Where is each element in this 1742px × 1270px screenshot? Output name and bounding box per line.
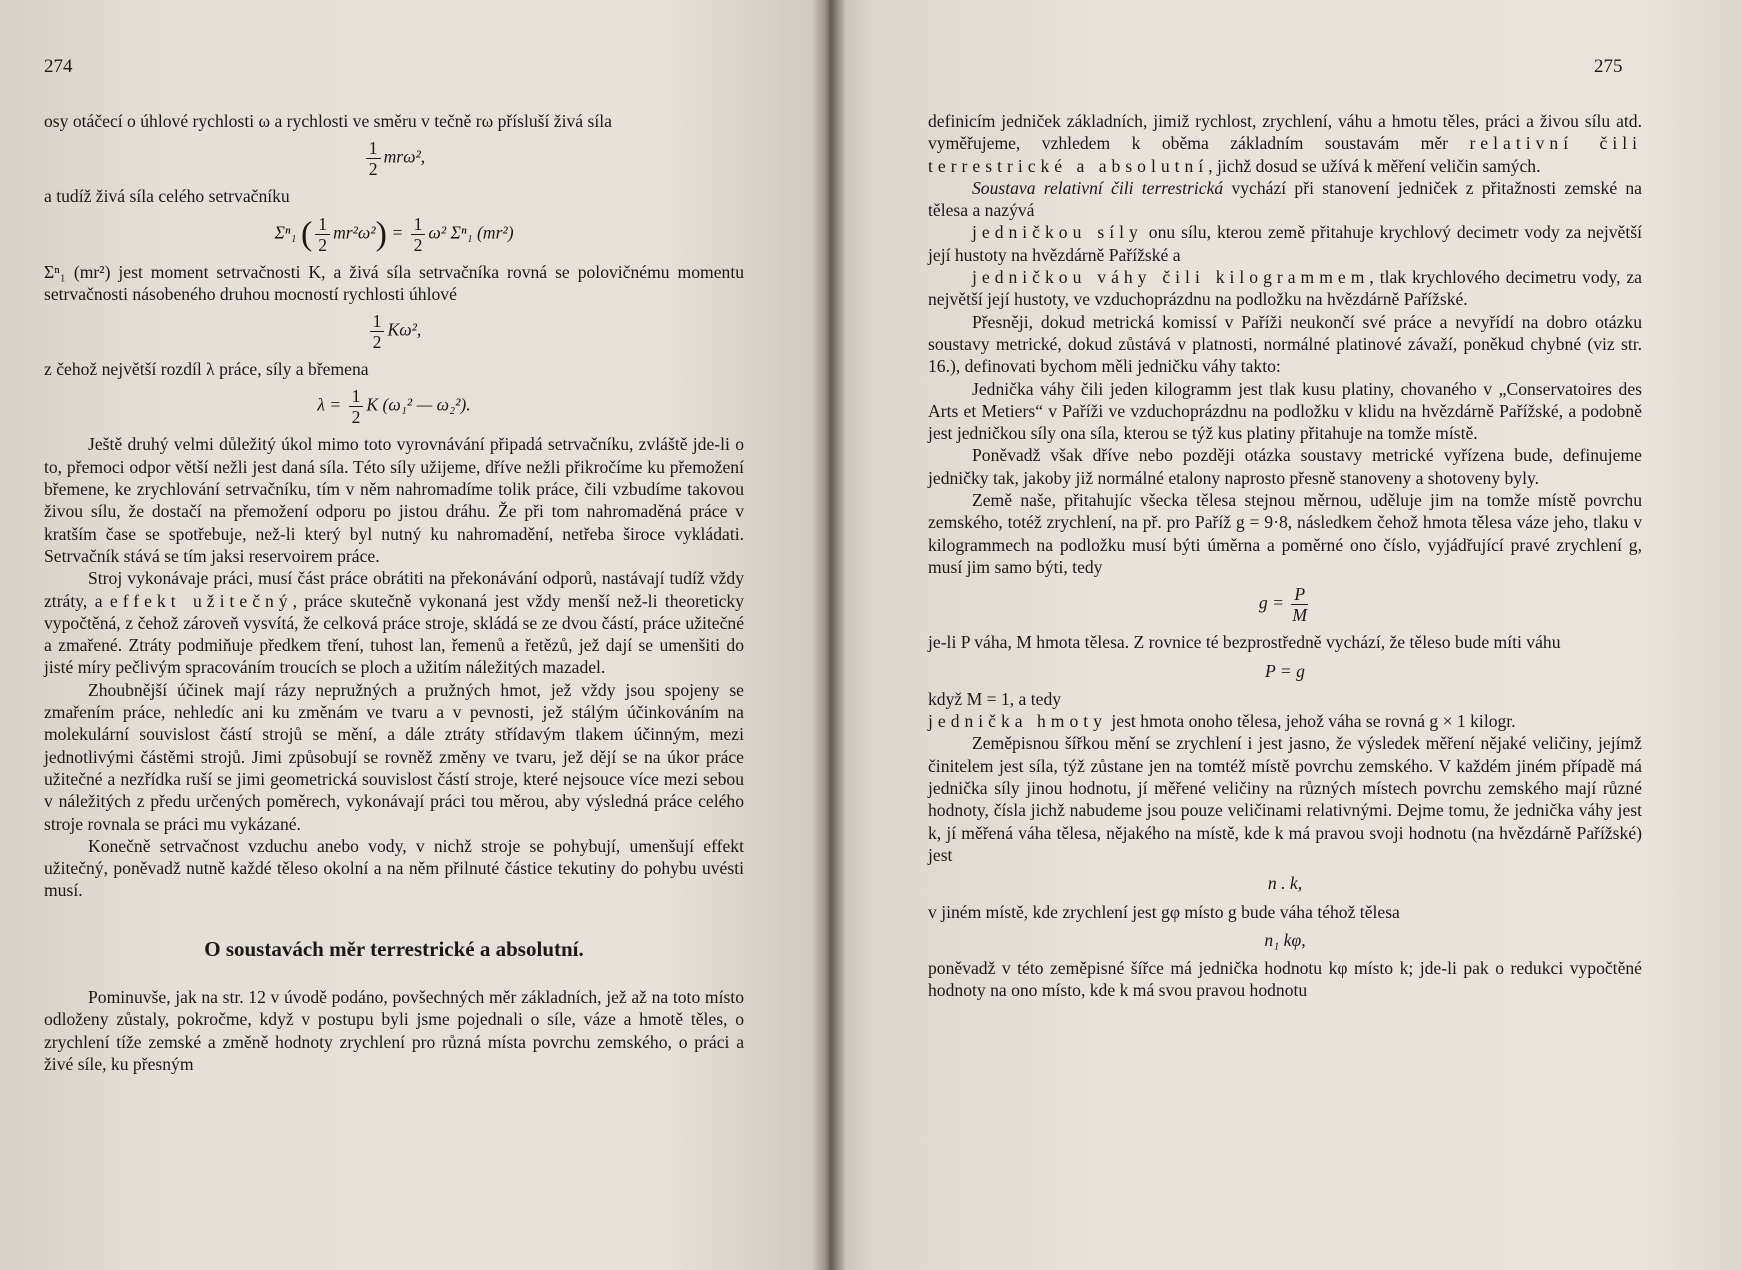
paragraph: z čehož největší rozdíl λ práce, síly a břemena bbox=[44, 359, 369, 380]
equation bbox=[44, 214, 744, 255]
paragraph: je-li P váha, M hmota tělesa. Z rovnice té bezprostředně vychází, že těleso bude míti váhu bbox=[928, 632, 1561, 653]
equation-term: λ = bbox=[317, 395, 346, 416]
equation-term: = bbox=[386, 222, 408, 243]
text-run: , jichž dosud se užívá k měření veličin samých. bbox=[1208, 155, 1541, 176]
emphasized-term: Soustava relativní čili terrestrická bbox=[972, 177, 1224, 198]
fraction bbox=[366, 138, 381, 179]
bracket: ) bbox=[375, 215, 387, 253]
page-number: 274 bbox=[44, 56, 73, 77]
emphasized-term: jednička hmoty bbox=[928, 711, 1107, 732]
right-page bbox=[826, 0, 1742, 1270]
fraction bbox=[349, 386, 364, 427]
paragraph: poněvadž v této zeměpisné šířce má jednička hodnotu kφ místo k; jde-li pak o redukci vypočtěné hodnoty na ono místo, kde k má svou pravou hodnotu bbox=[928, 958, 1642, 1001]
denominator: 2 bbox=[372, 332, 382, 353]
text-run: vychází při stanovení jedniček z přitažnosti zemské na tělesa a nazývá bbox=[928, 177, 1642, 221]
paragraph: Zeměpisnou šířkou mění se zrychlení i jest jasno, že výsledek měření nějaké veličiny, jejímž činitelem jest síla, týž zůstane jen na tomtéž místě povrchu zemského. V každém jiném případě má jednička síly jinou hodnotu, jí měřené veličiny na různých místech povrchu zemského mají různé hodnoty, čísla jichž nabudeme jsou pouze veličinami relativnými. Dejme tomu, že jednička váhy jest k, jí měřená váha tělesa, nějakého na místě, kde k má pravou svoji hodnotu (na hvězdárně Pařížské) jest bbox=[928, 733, 1642, 865]
numerator: 1 bbox=[370, 311, 385, 332]
paragraph: osy otáčecí o úhlové rychlosti ω a rychlosti ve směru v tečně rω přísluší živá síla bbox=[44, 111, 612, 131]
bracket: ( bbox=[300, 215, 313, 253]
paragraph bbox=[928, 266, 1642, 311]
fraction bbox=[411, 214, 426, 255]
text-run: jest hmota onoho tělesa, jehož váha se rovná g × 1 kilogr. bbox=[1106, 711, 1516, 732]
paragraph: a tudíž živá síla celého setrvačníku bbox=[44, 186, 290, 207]
section-heading: O soustavách měr terrestrické a absolutní. bbox=[204, 936, 584, 961]
paragraph: Přesněji, dokud metrická komissí v Paříži neukončí své práce a nevyřídí na dobro otázku soustavy metrické, dokud zůstává v platnosti, normálné platinové závaží, poněkud chybné (viz str. 16.), definovati bychom měli jedničku váhy takto: bbox=[928, 311, 1642, 377]
fraction bbox=[1291, 584, 1308, 625]
equation: n₁ kφ, bbox=[1264, 929, 1306, 950]
numerator: 1 bbox=[411, 214, 426, 235]
equation bbox=[928, 584, 1642, 625]
equation: n . k, bbox=[1267, 873, 1303, 894]
equation: P = g bbox=[1265, 660, 1305, 681]
paragraph bbox=[928, 710, 1642, 732]
text-run: Stroj vykonávaje práci, musí část práce obrátiti na překonávání odporů, nastávají tudíž vždy ztráty, a bbox=[44, 568, 744, 611]
emphasized-term: jedničkou váhy čili kilogrammem bbox=[972, 267, 1370, 288]
paragraph: Ještě druhý velmi důležitý úkol mimo toto vyrovnávání připadá setrvačníku, zvláště jde-li o to, přemoci odpor větší nežli jest daná síla. Této síly užijeme, dříve nežli přikročíme ku přemožení břemene, ke zrychlování setrvačníku, tím v něm nahromadíme tolik práce, čili vzbudíme takovou živou sílu, že dostačí na přemožení odporu po jistou dráhu. Že při tom nahromaděná práce v kratším čase se spotřebuje, než-li který byl nutný ku nahromadění, netřeba široce vykládati. Setrvačník stává se tím jaksi reservoirem práce. bbox=[44, 434, 744, 566]
numerator: 1 bbox=[366, 138, 381, 159]
fraction bbox=[315, 214, 330, 255]
emphasized-term: relativní čili terrestrické a absolutní bbox=[928, 133, 1642, 176]
text-run: , tlak krychlového decimetru vody, za největší její hustoty, ve vzduchoprázdnu na podložku na hvězdárně Pařížské. bbox=[928, 267, 1642, 310]
paragraph: Země naše, přitahujíc všecka tělesa stejnou měrnou, uděluje jim na tomže místě povrchu zemského, totéž zrychlení, na př. pro Paříž g = 9·8, následkem čehož hmota tělesa váze jeho, tlaku v kilogrammech na podložku musí býti úměrna a poměrné ono číslo, vyjádřující pravé zrychlení g, musí jim samo býti, tedy bbox=[928, 490, 1642, 577]
page-number: 275 bbox=[1594, 56, 1623, 77]
paragraph: Konečně setrvačnost vzduchu anebo vody, v nichž stroje se pohybují, umenšují effekt užitečný, poněvadž nutně každé těleso okolní a na něm přilnuté částice tekutiny do pohybu uvésti musí. bbox=[44, 835, 744, 901]
denominator: 2 bbox=[351, 407, 361, 428]
left-text-column bbox=[44, 110, 744, 1075]
denominator: 2 bbox=[413, 234, 423, 255]
left-page bbox=[0, 0, 826, 1270]
denominator: 2 bbox=[368, 159, 378, 180]
equation-term: ω² Σⁿ₁ (mr²) bbox=[428, 222, 514, 243]
equation-term: mrω², bbox=[383, 146, 426, 167]
equation bbox=[44, 138, 744, 179]
equation-term: mr²ω² bbox=[333, 222, 376, 243]
paragraph: Σⁿ₁ (mr²) jest moment setrvačnosti K, a živá síla setrvačníka rovná se polovičnému momentu setrvačnosti násobeného druhou mocností rychlosti úhlové bbox=[44, 261, 744, 304]
text-run: , práce skutečně vykonaná jest vždy menší než-li theoreticky vypočtěná, z čehož zároveň vysvítá, že celková práce stroje, skládá se ze dvou částí, práce užitečné a zmařené. Ztráty podmiňuje předkem tření, tuhost lan, řemenů a řetězů, jež dají se umenšiti do jisté míry pečlivým spracováním troucích se ploch a užitím náležitých mazadel. bbox=[44, 590, 744, 678]
paragraph: Poněvadž však dříve nebo později otázka soustavy metrické vyřízena bude, definujeme jedničky tak, jakoby již normálné etalony naprosto přesně stanoveny a shotoveny byly. bbox=[928, 445, 1642, 488]
equation-term: g = bbox=[1258, 592, 1289, 613]
paragraph: Jednička váhy čili jeden kilogramm jest tlak kusu platiny, chovaného v „Conservatoires des Arts et Metiers“ v Paříži ve vzduchoprázdnu na podložku v klidu na hvězdárně Pařížské, a podobně jest jedničkou síly ona síla, kterou se týž kus platiny přitahuje na tomže místě. bbox=[928, 378, 1642, 444]
denominator: M bbox=[1292, 605, 1308, 626]
fraction bbox=[370, 311, 385, 352]
emphasized-term: effekt užitečný bbox=[109, 590, 293, 611]
text-run: definicím jedniček základních, jimiž rychlost, zrychlení, váhu a hmotu těles, práci a živou sílu atd. vyměřujeme, vzhledem k oběma základním soustavám měr bbox=[928, 111, 1642, 154]
equation bbox=[44, 311, 744, 352]
paragraph: Pominuvše, jak na str. 12 v úvodě podáno, povšechných měr základních, jež až na toto místo odloženy zůstaly, pokročme, když v postupu byli jsme pojednali o síle, váze a hmotě těles, o zrychlení tíže zemské a změně hodnoty zrychlení pro různá místa povrchu zemského, o práci a živé síle, ku přesným bbox=[44, 987, 744, 1074]
paragraph bbox=[928, 177, 1642, 222]
equation-term: Σⁿ₁ bbox=[274, 222, 301, 243]
equation-term: K (ω₁² — ω₂²). bbox=[366, 395, 471, 416]
emphasized-term: jedničkou síly bbox=[972, 222, 1143, 243]
numerator: P bbox=[1291, 584, 1308, 605]
right-text-column bbox=[928, 110, 1642, 1002]
paragraph: Zhoubnější účinek mají rázy nepružných a pružných hmot, jež vždy jsou spojeny se zmařením práce, nehledíc ani ku změnám ve tvaru a v pevnosti, jež stálým účinkováním na molekulární souvislost částí strojů se mění, a dále ztráty střídavým tlakem účinným, mezi jednotlivými částěmi strojů. Jimi způsobují se rovněž změny ve tvaru, jež dějí se na úkor práce užitečné a nezřídka ruší se jimi geometrická souvislost částí stroje, které nejsouce více mezi sebou v náležitých z předu určených poměrech, vykonávají práci tou měrou, aby výsledná práce celého stroje rovnala se práci mu vykázané. bbox=[44, 679, 744, 834]
numerator: 1 bbox=[349, 386, 364, 407]
paragraph bbox=[928, 110, 1642, 177]
paragraph bbox=[928, 221, 1642, 266]
equation-term: Kω², bbox=[387, 319, 422, 340]
book-gutter bbox=[812, 0, 846, 1270]
text-run: onu sílu, kterou země přitahuje krychlový decimetr vody za největší její hustoty na hvězdárně Pařížské a bbox=[928, 222, 1642, 265]
denominator: 2 bbox=[318, 234, 328, 255]
paragraph bbox=[44, 567, 744, 678]
numerator: 1 bbox=[315, 214, 330, 235]
paragraph: když M = 1, a tedy bbox=[928, 688, 1062, 709]
equation bbox=[44, 386, 744, 427]
paragraph: v jiném místě, kde zrychlení jest gφ místo g bude váha téhož tělesa bbox=[928, 901, 1400, 922]
